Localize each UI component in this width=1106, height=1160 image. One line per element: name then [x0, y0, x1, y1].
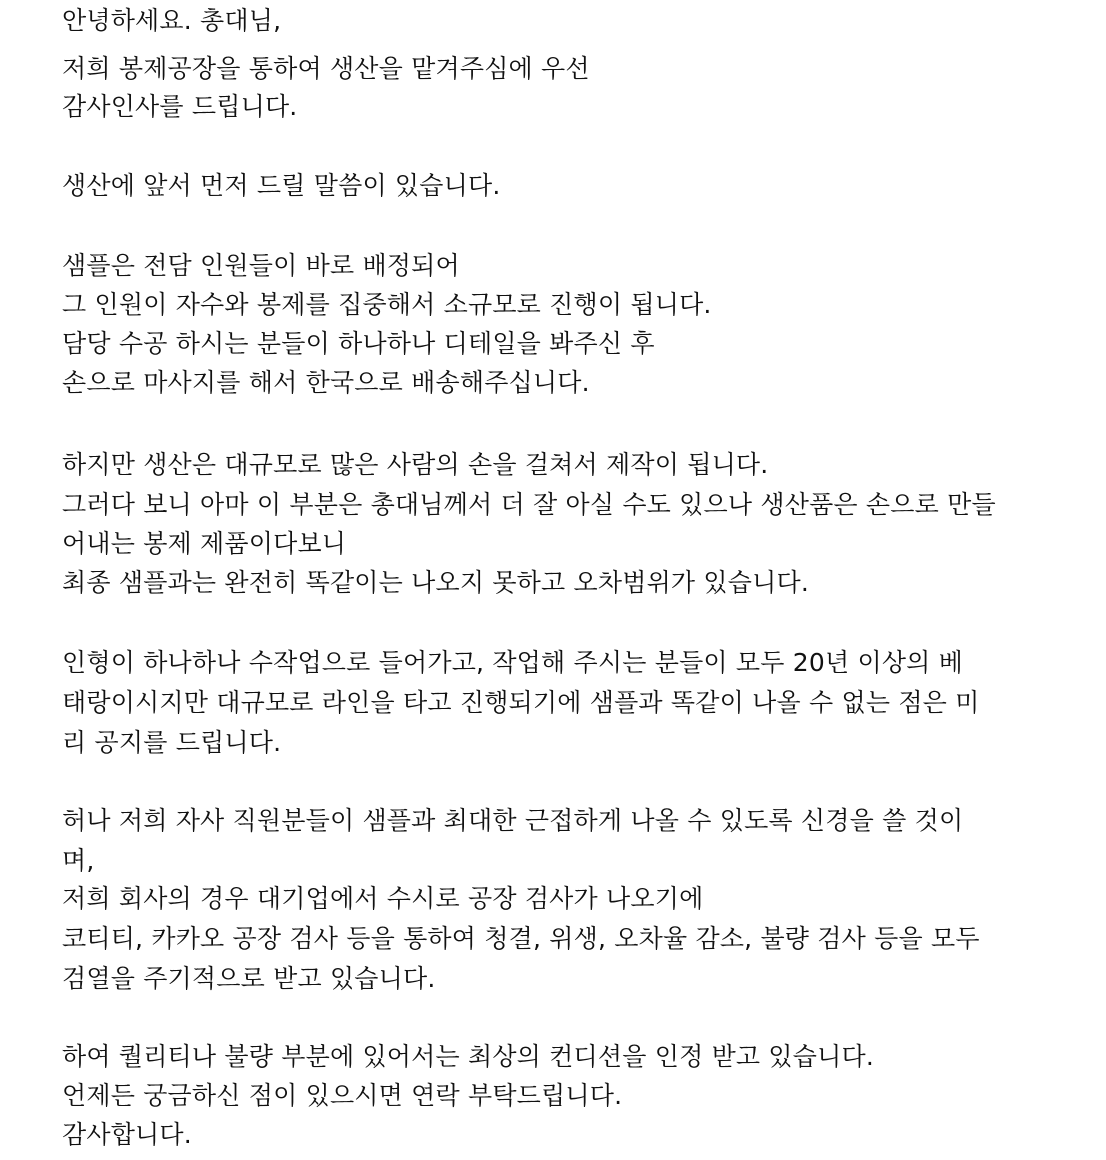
- letter-line: 최종 샘플과는 완전히 똑같이는 나오지 못하고 오차범위가 있습니다.: [62, 568, 809, 597]
- letter-line: 언제든 궁금하신 점이 있으시면 연락 부탁드립니다.: [62, 1081, 623, 1110]
- letter-line: 생산에 앞서 먼저 드릴 말씀이 있습니다.: [62, 171, 501, 200]
- letter-line: 어내는 봉제 제품이다보니: [62, 529, 347, 558]
- letter-line: 검열을 주기적으로 받고 있습니다.: [62, 964, 436, 993]
- letter-line: 리 공지를 드립니다.: [62, 728, 282, 757]
- letter-line: 저희 회사의 경우 대기업에서 수시로 공장 검사가 나오기에: [62, 884, 704, 913]
- letter-line: 저희 봉제공장을 통하여 생산을 맡겨주심에 우선: [62, 54, 590, 83]
- letter-line: 담당 수공 하시는 분들이 하나하나 디테일을 봐주신 후: [62, 329, 655, 358]
- letter-line-closing: 감사합니다.: [62, 1120, 192, 1149]
- letter-line: 샘플은 전담 인원들이 바로 배정되어: [62, 251, 460, 280]
- letter-line: 그러다 보니 아마 이 부분은 총대님께서 더 잘 아실 수도 있으나 생산품은 손으로 만들: [62, 490, 996, 519]
- letter-line: 하여 퀄리티나 불량 부분에 있어서는 최상의 컨디션을 인정 받고 있습니다.: [62, 1042, 874, 1071]
- letter-line: 며,: [62, 846, 95, 875]
- letter-line: 그 인원이 자수와 봉제를 집중해서 소규모로 진행이 됩니다.: [62, 290, 712, 319]
- letter-line: 코티티, 카카오 공장 검사 등을 통하여 청결, 위생, 오차율 감소, 불량 검사 등을 모두: [62, 924, 980, 953]
- letter-line: 허나 저희 자사 직원분들이 샘플과 최대한 근접하게 나올 수 있도록 신경을 쓸 것이: [62, 806, 964, 835]
- letter-line: 태랑이시지만 대규모로 라인을 타고 진행되기에 샘플과 똑같이 나올 수 없는 점은 미: [62, 688, 980, 717]
- letter-line: 하지만 생산은 대규모로 많은 사람의 손을 걸쳐서 제작이 됩니다.: [62, 450, 769, 479]
- letter-line-greeting: 안녕하세요. 총대님,: [62, 6, 282, 35]
- letter-line: 손으로 마사지를 해서 한국으로 배송해주십니다.: [62, 368, 590, 397]
- letter-line: 인형이 하나하나 수작업으로 들어가고, 작업해 주시는 분들이 모두 20년 이상의 베: [62, 648, 964, 677]
- letter-line: 감사인사를 드립니다.: [62, 92, 298, 121]
